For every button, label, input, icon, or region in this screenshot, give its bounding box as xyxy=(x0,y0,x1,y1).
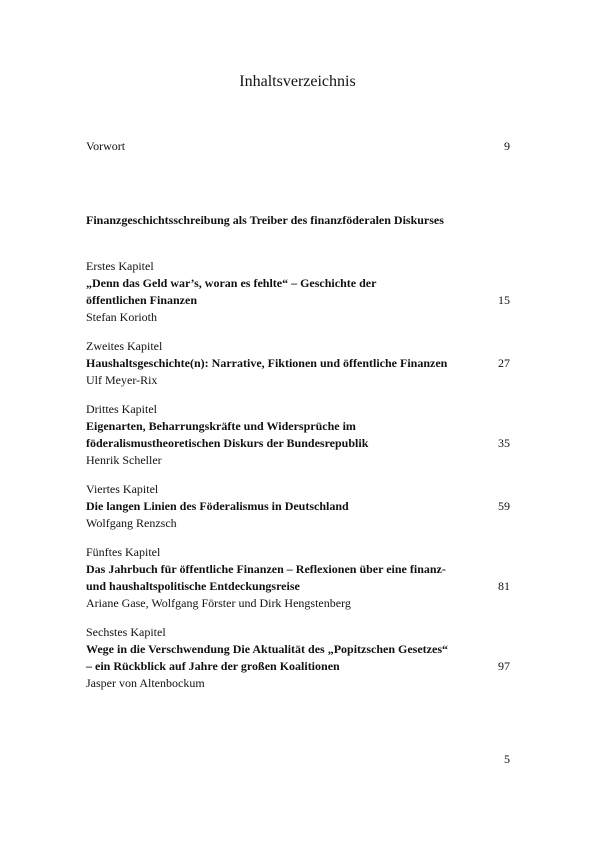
chapter-title-line: öffentlichen Finanzen xyxy=(86,293,197,307)
chapter-page-number: 97 xyxy=(498,659,510,673)
section-title: Finanzgeschichtsschreibung als Treiber des finanzföderalen Diskurses xyxy=(86,213,444,227)
chapter-title-line: Wege in die Verschwendung Die Aktualität des „Popitzschen Gesetzes“ xyxy=(86,642,448,656)
chapter-number: Zweites Kapitel xyxy=(86,339,163,353)
chapter-number: Fünftes Kapitel xyxy=(86,545,161,559)
chapter-author: Stefan Korioth xyxy=(86,310,157,324)
chapter-number: Erstes Kapitel xyxy=(86,259,154,273)
vorwort-page-number: 9 xyxy=(504,139,510,153)
chapter-author: Ulf Meyer-Rix xyxy=(86,373,158,387)
chapter-number: Viertes Kapitel xyxy=(86,482,159,496)
chapter-title-line: Das Jahrbuch für öffentliche Finanzen – Reflexionen über eine finanz- xyxy=(86,562,446,576)
chapter-page-number: 59 xyxy=(498,499,510,513)
chapter-page-number: 27 xyxy=(498,356,510,370)
chapter-title-line: föderalismustheoretischen Diskurs der Bundesrepublik xyxy=(86,436,369,450)
chapter-title-line: Die langen Linien des Föderalismus in Deutschland xyxy=(86,499,349,513)
chapter-author: Henrik Scheller xyxy=(86,453,162,467)
chapter-author: Ariane Gase, Wolfgang Förster und Dirk Hengstenberg xyxy=(86,596,351,610)
vorwort-label: Vorwort xyxy=(86,139,126,153)
chapter-title-line: Eigenarten, Beharrungskräfte und Widersprüche im xyxy=(86,419,356,433)
chapter-number: Sechstes Kapitel xyxy=(86,625,166,639)
page-title: Inhaltsverzeichnis xyxy=(239,73,356,90)
chapter-page-number: 15 xyxy=(498,293,510,307)
chapter-title-line: – ein Rückblick auf Jahre der großen Koalitionen xyxy=(86,659,340,673)
footer-page-number: 5 xyxy=(504,752,510,766)
chapter-number: Drittes Kapitel xyxy=(86,402,157,416)
chapter-title-line: Haushaltsgeschichte(n): Narrative, Fiktionen und öffentliche Finanzen xyxy=(86,356,448,370)
chapter-author: Wolfgang Renzsch xyxy=(86,516,177,530)
chapter-title-line: „Denn das Geld war’s, woran es fehlte“ – Geschichte der xyxy=(86,276,377,290)
chapter-page-number: 81 xyxy=(498,579,510,593)
chapter-title-line: und haushaltspolitische Entdeckungsreise xyxy=(86,579,300,593)
chapter-author: Jasper von Altenbockum xyxy=(86,676,205,690)
chapter-page-number: 35 xyxy=(498,436,510,450)
